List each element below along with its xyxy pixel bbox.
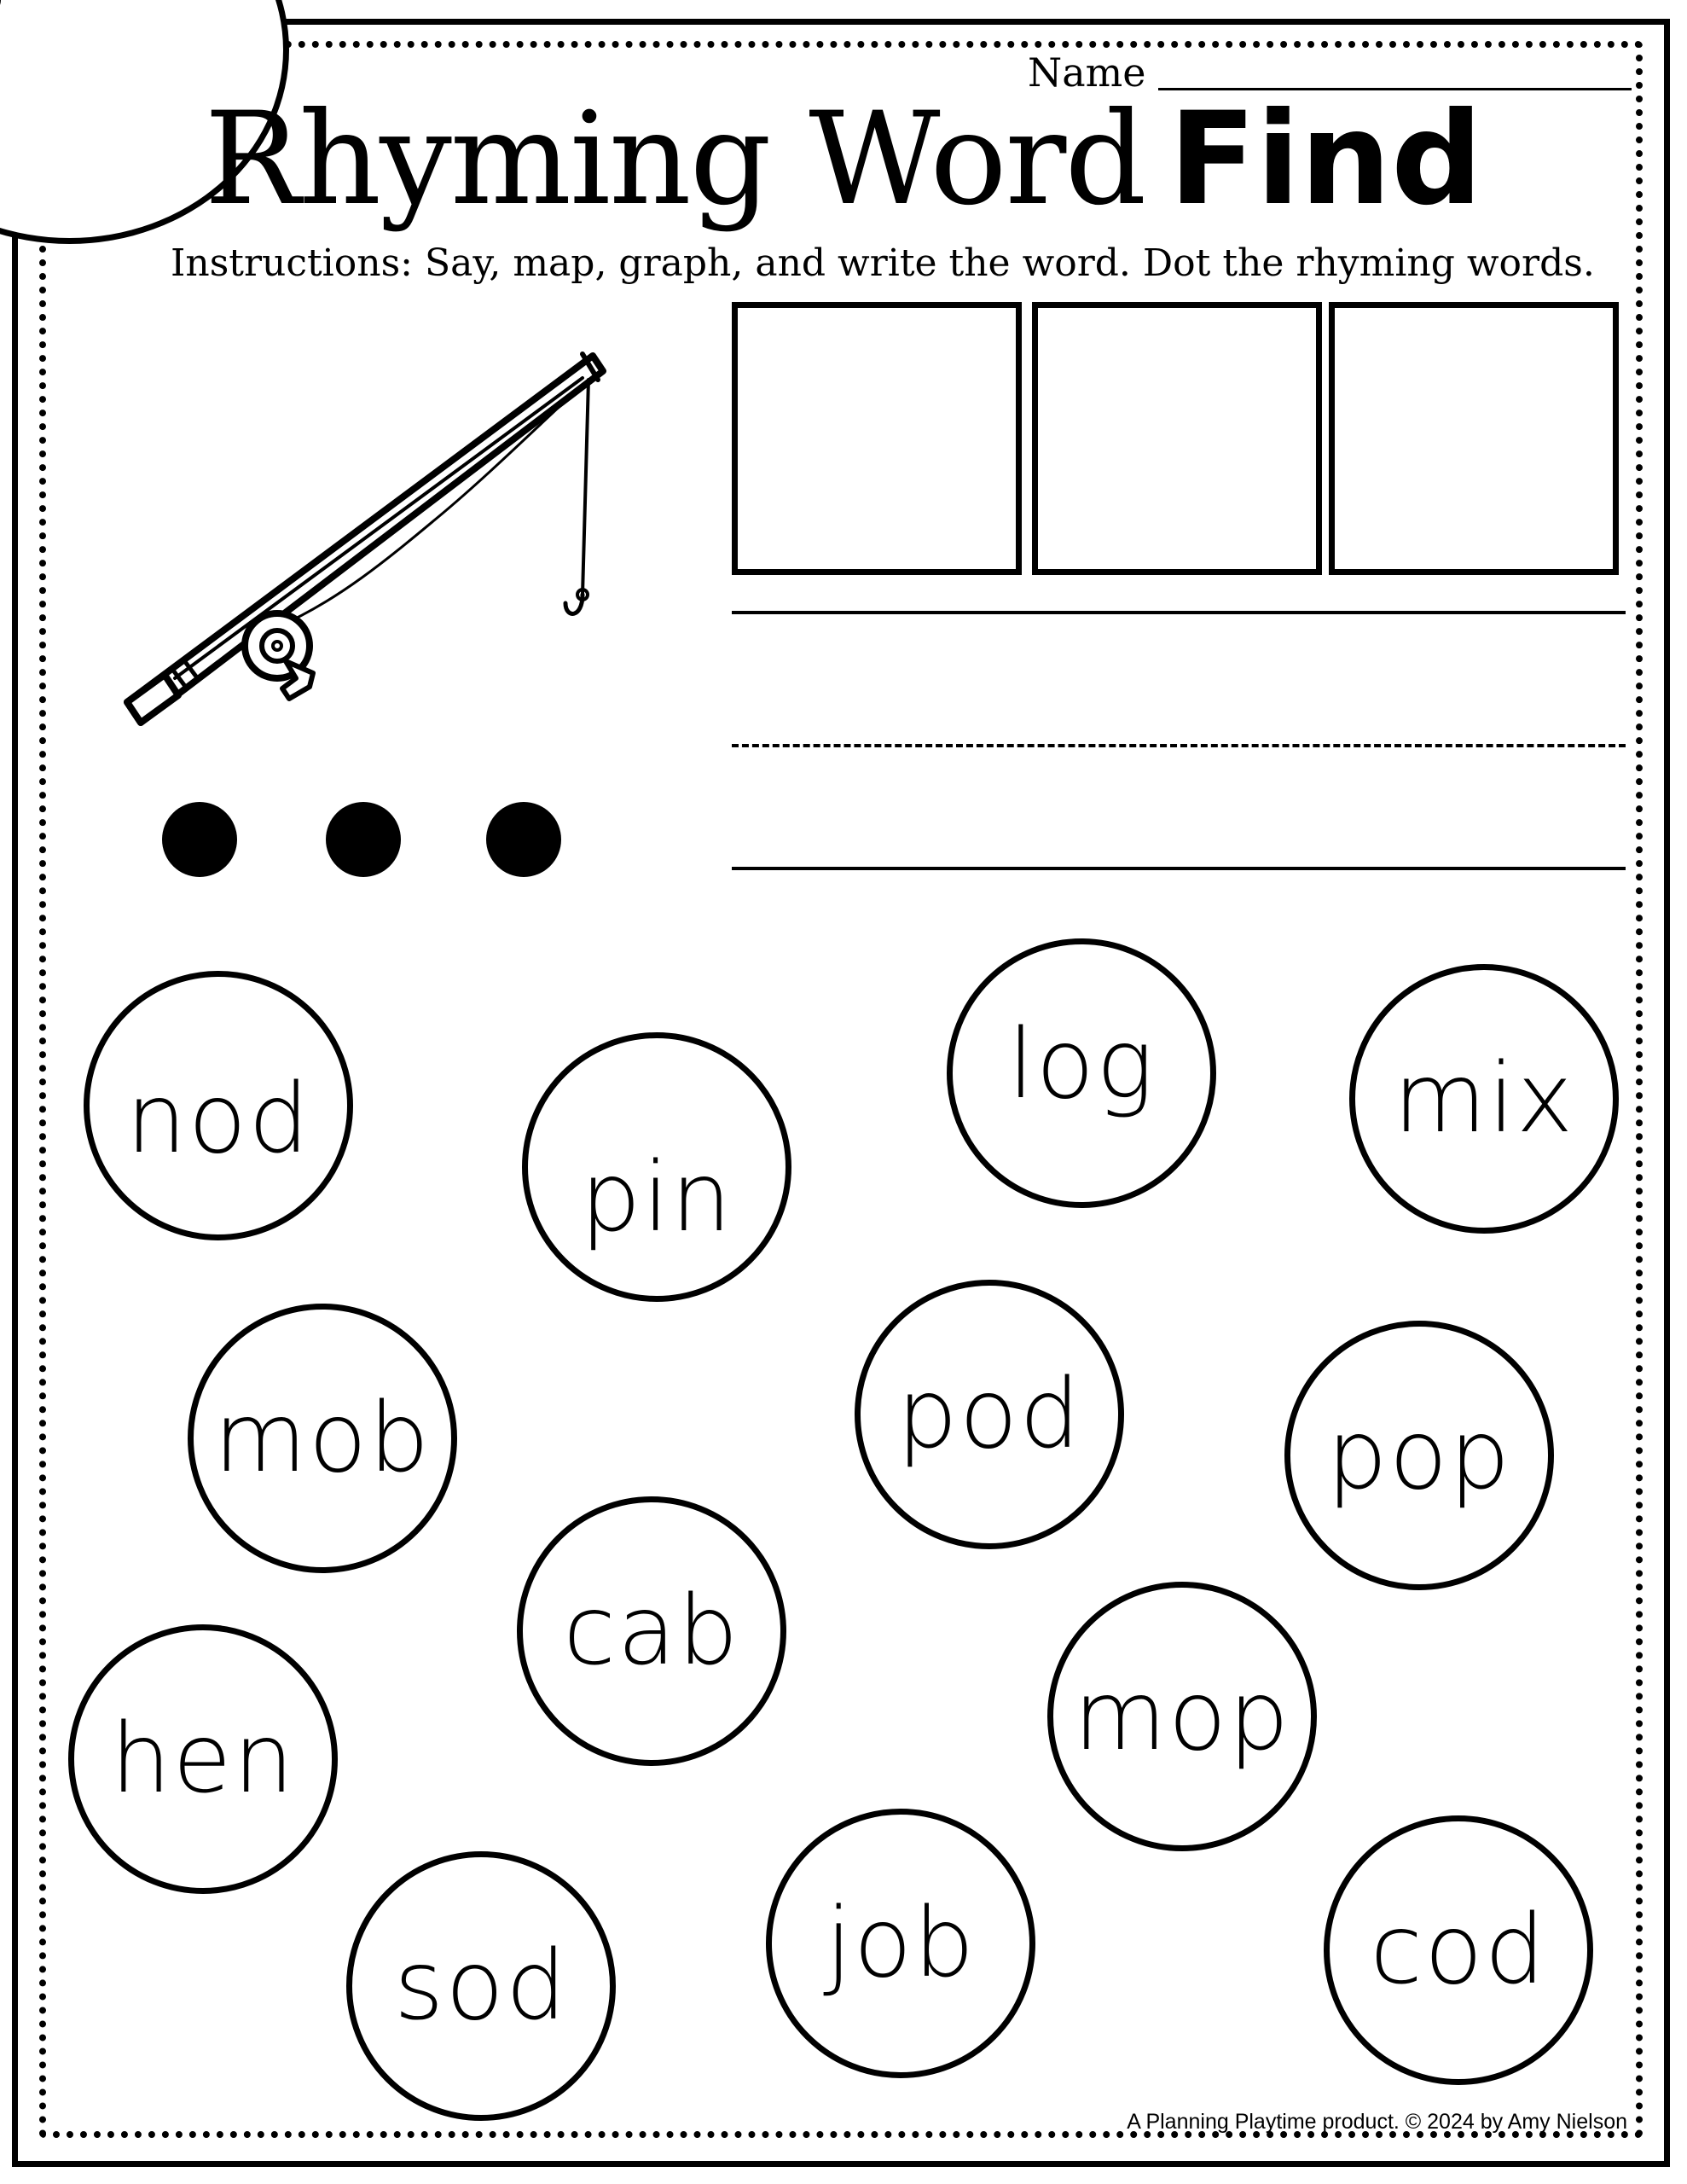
word-label: pop: [1326, 1400, 1512, 1511]
word-circle[interactable]: [1284, 1321, 1554, 1590]
name-label: Name: [1028, 49, 1146, 96]
word-circle[interactable]: [947, 938, 1216, 1208]
word-circle[interactable]: [766, 1809, 1035, 2078]
title-script: Rhyming Word: [204, 85, 1145, 234]
sound-box[interactable]: [1032, 302, 1322, 575]
writing-line-bottom[interactable]: [732, 867, 1626, 870]
word-circle[interactable]: [84, 971, 353, 1240]
short-o-symbol: [0, 0, 1, 15]
word-label: mop: [1073, 1661, 1291, 1772]
word-circle[interactable]: [346, 1851, 616, 2121]
word-label: pod: [896, 1359, 1082, 1470]
word-label: cab: [563, 1576, 740, 1687]
word-label: pin: [580, 1142, 733, 1253]
word-label: hen: [110, 1704, 296, 1815]
word-label: cod: [1370, 1895, 1547, 2006]
word-circle[interactable]: [522, 1032, 791, 1302]
word-label: mob: [213, 1383, 432, 1494]
sound-dot[interactable]: [486, 802, 561, 877]
copyright-footer: A Planning Playtime product. © 2024 by Amy Nielson: [1127, 2110, 1627, 2134]
sound-box[interactable]: [732, 302, 1022, 575]
word-label: sod: [394, 1931, 568, 2042]
word-label: job: [825, 1888, 977, 1999]
instructions-text: Instructions: Say, map, graph, and write the word. Dot the rhyming words.: [171, 241, 1595, 285]
word-label: nod: [125, 1064, 311, 1175]
sound-box[interactable]: [1329, 302, 1619, 575]
word-circle[interactable]: [1047, 1582, 1317, 1851]
word-circle[interactable]: [1324, 1815, 1593, 2085]
word-circle[interactable]: [188, 1304, 457, 1573]
title-bold: Find: [1168, 85, 1483, 234]
page-title: [0, 85, 1687, 234]
fishing-rod-icon: [115, 346, 627, 764]
word-circle[interactable]: [1349, 964, 1619, 1234]
writing-line-top[interactable]: [732, 611, 1626, 614]
word-circle[interactable]: [855, 1280, 1124, 1549]
word-circle[interactable]: [68, 1624, 338, 1894]
sound-dot[interactable]: [326, 802, 401, 877]
sound-dot[interactable]: [162, 802, 237, 877]
word-label: mix: [1393, 1043, 1575, 1154]
writing-line-middle[interactable]: [732, 744, 1626, 747]
word-circle[interactable]: [517, 1496, 786, 1766]
word-label: log: [1007, 1009, 1156, 1120]
